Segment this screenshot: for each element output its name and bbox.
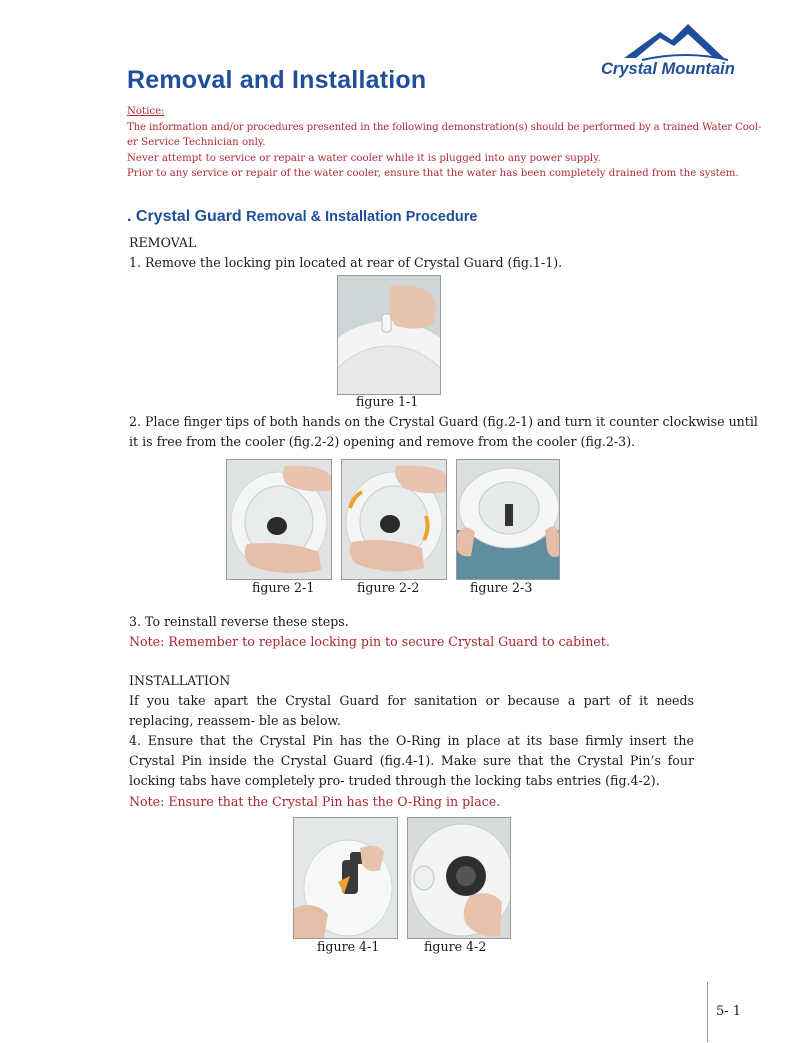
notice-line: The information and/or procedures presented in the following demonstration(s) should be performed by a trained Water Cool- — [127, 121, 762, 133]
figure-2-1-photo — [226, 459, 332, 580]
notice-block — [127, 104, 762, 182]
removal-step-3: 3. To reinstall reverse these steps. — [129, 614, 349, 629]
figure-2-3-caption: figure 2-3 — [470, 580, 533, 595]
figure-4-1-caption: figure 4-1 — [317, 939, 380, 954]
notice-line: Prior to any service or repair of the water cooler, ensure that the water has been completely drained from the system. — [127, 168, 739, 179]
section-heading-suffix: Removal & Installation Procedure — [246, 209, 478, 225]
figure-2-2-caption: figure 2-2 — [357, 580, 420, 595]
page-number-divider — [707, 982, 708, 1042]
logo-text: Crystal Mountain — [601, 60, 735, 78]
figure-4-2-caption: figure 4-2 — [424, 939, 487, 954]
installation-intro: If you take apart the Crystal Guard for sanitation or because a part of it needs replacing, reassem- ble as below. — [129, 693, 694, 728]
section-heading-prefix: . Crystal Guard — [127, 208, 242, 225]
crystal-mountain-logo — [596, 14, 756, 84]
figure-2-3-photo — [456, 459, 560, 580]
removal-step-2-line-2: it is free from the cooler (fig.2-2) opening and remove from the cooler (fig.2-3). — [129, 434, 636, 449]
installation-heading: INSTALLATION — [129, 673, 231, 688]
mountain-logo-icon — [596, 14, 756, 62]
notice-line: er Service Technician only. — [127, 137, 266, 148]
figure-4-1-photo — [293, 817, 398, 939]
figure-1-1-photo — [337, 275, 441, 395]
figure-2-2-photo — [341, 459, 447, 580]
notice-heading: Notice: — [127, 106, 165, 117]
installation-step-4: 4. Ensure that the Crystal Pin has the O-Ring in place at its base firmly insert the Crystal Pin inside the Crystal Guard (fig.4-1). Make sure that the Crystal Pin’s four locking tabs have completely pro- truded through the locking tabs entries (fig.4-2). — [129, 733, 694, 788]
figure-4-2-photo — [407, 817, 511, 939]
removal-step-2-line-1: 2. Place finger tips of both hands on the Crystal Guard (fig.2-1) and turn it counter clockwise until — [129, 414, 758, 429]
installation-note: Note: Ensure that the Crystal Pin has the O-Ring in place. — [129, 794, 501, 809]
page-number: 5- 1 — [716, 1004, 742, 1019]
removal-note: Note: Remember to replace locking pin to secure Crystal Guard to cabinet. — [129, 634, 610, 649]
removal-heading: REMOVAL — [129, 235, 197, 250]
notice-line: Never attempt to service or repair a water cooler while it is plugged into any power supply. — [127, 152, 601, 164]
removal-step-1: 1. Remove the locking pin located at rear of Crystal Guard (fig.1-1). — [129, 255, 563, 270]
figure-2-1-caption: figure 2-1 — [252, 580, 315, 595]
section-heading — [127, 208, 477, 226]
page-title: Removal and Installation — [127, 66, 427, 94]
figure-1-1-caption: figure 1-1 — [356, 394, 419, 409]
